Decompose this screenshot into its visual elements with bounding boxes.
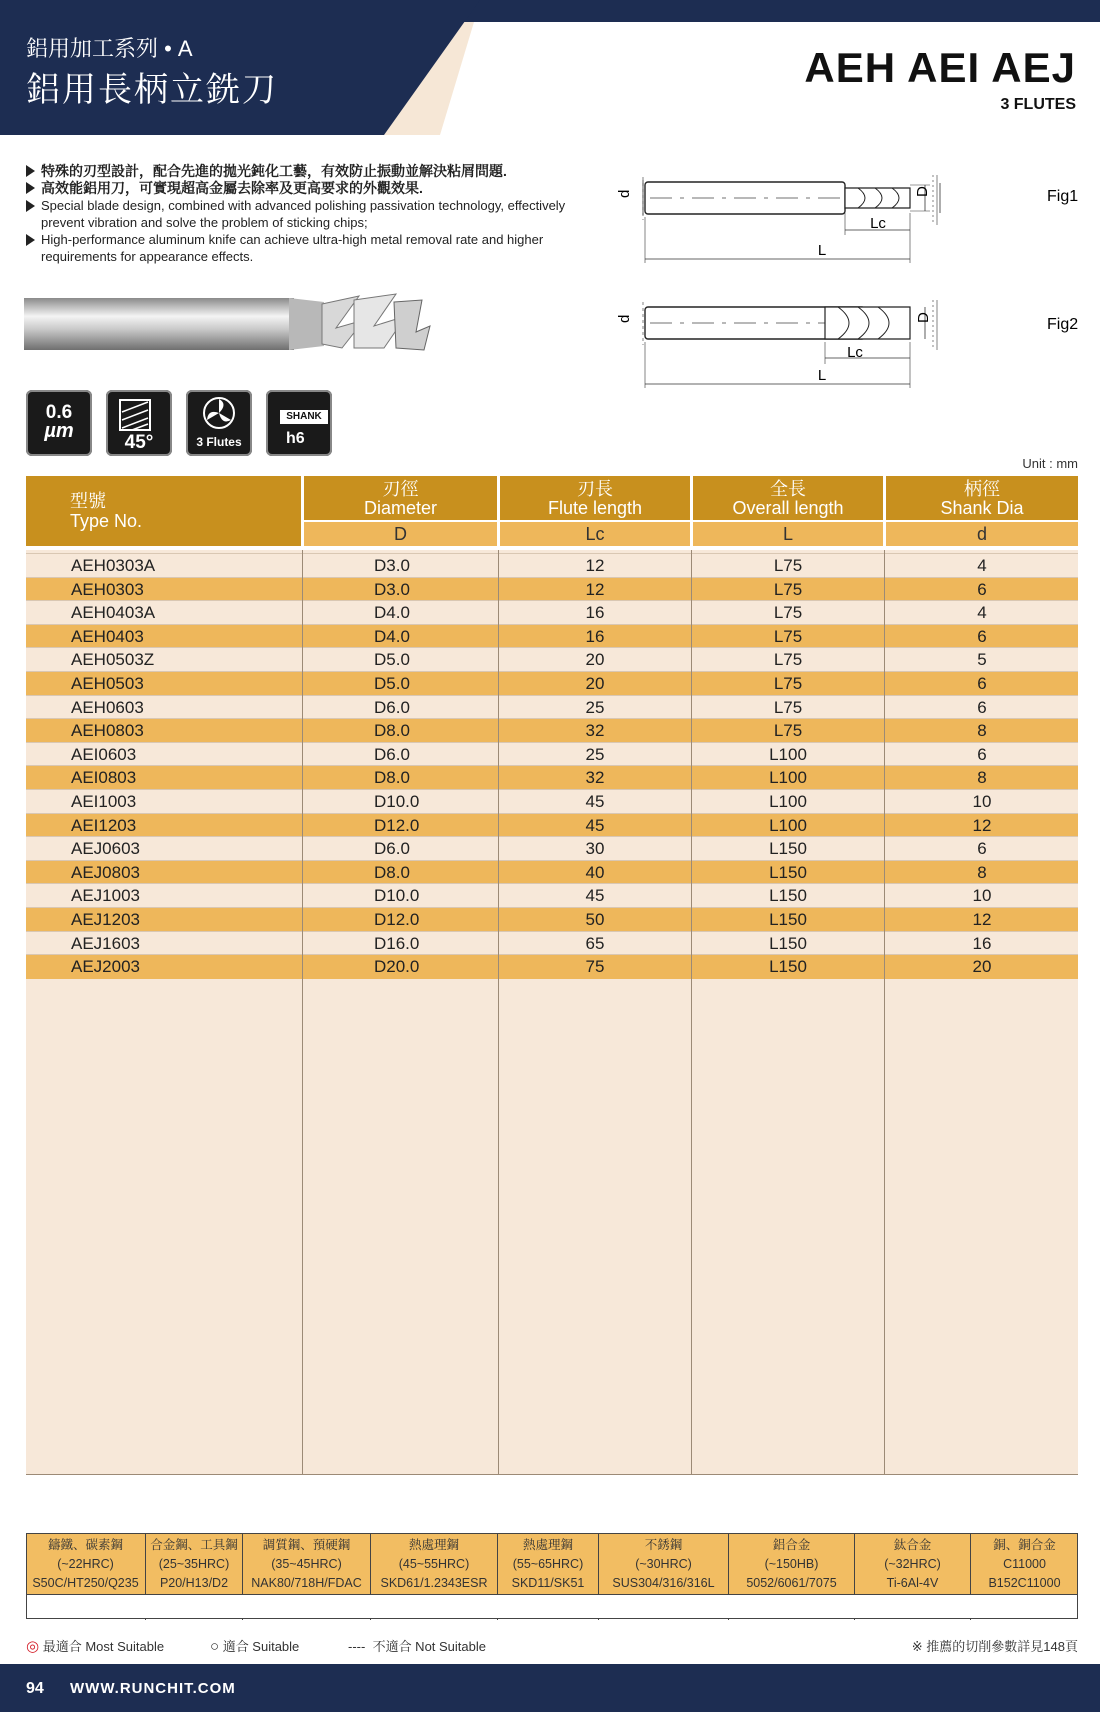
material-hard: (~30HRC) [635,1557,692,1571]
table-row [26,553,1078,578]
type-no-cell: AEI0603 [71,744,137,764]
overall-length-cell: L100 [769,792,807,811]
bullet-arrow-icon [26,200,35,212]
material-name: 熱處理鋼 [522,1538,573,1552]
diameter-cell: D8.0 [374,862,410,882]
header-flute-length: 刃長 Flute length [500,476,690,520]
overall-length-cell: L150 [769,886,807,906]
table-row [26,813,1078,838]
type-no-cell: AEH0403 [71,626,144,646]
dim-D-label: D [915,312,932,323]
shank-dia-cell: 8 [977,768,987,788]
column-divider [498,550,499,1475]
material-name: 鈦合金 [893,1538,932,1552]
table-row [26,860,1078,885]
material-name: 熱處理鋼 [408,1538,459,1552]
table-row [26,836,1078,861]
page-title: 鋁用長柄立銑刀 [26,71,278,109]
shank-dia-cell: 5 [977,650,987,670]
type-no-cell: AEH0603 [71,697,144,717]
page-number: 94 [26,1680,44,1697]
dim-Lc-label: Lc [870,215,886,232]
diameter-cell: D8.0 [374,721,410,741]
diameter-cell: D10.0 [374,886,420,906]
suitability-row [26,1595,1078,1619]
dim-L-label: L [817,242,827,259]
shank-dia-cell: 6 [977,744,987,764]
material-cell [242,1533,370,1595]
overall-length-cell: L100 [769,768,807,788]
overall-length-cell: L150 [769,933,807,953]
dim-D-label: D [914,186,931,197]
header-overall-length: 全長 Overall length [693,476,883,520]
material-name: 鋁合金 [772,1538,811,1552]
material-grade: B152C11000 [988,1576,1061,1590]
material-hard: (~32HRC) [884,1557,941,1571]
material-hard: (~22HRC) [57,1557,114,1571]
model-codes: AEH AEI AEJ [804,44,1076,91]
type-no-cell: AEH0503 [71,674,144,693]
shank-dia-cell: 12 [972,815,992,835]
table-row [26,931,1078,956]
unit-label: Unit : mm [1022,456,1078,471]
overall-length-cell: L100 [769,744,807,764]
double-circle-icon: ◎ [26,1638,40,1655]
flute-length-cell: 25 [585,697,605,717]
diameter-cell: D16.0 [374,933,420,953]
material-name: 不銹鋼 [644,1538,683,1552]
series-label: 鋁用加工系列 • A [26,36,193,61]
diameter-cell: D6.0 [374,697,410,717]
type-no-cell: AEJ2003 [71,957,140,977]
diameter-cell: D6.0 [374,744,410,764]
flute-length-cell: 25 [585,744,605,764]
legend-most-suitable: ◎ 最適合 Most Suitable [26,1638,165,1655]
overall-length-cell: L75 [773,697,803,717]
roughness-icon: 0.6 µm [26,390,92,456]
diameter-cell: D8.0 [374,768,410,788]
overall-length-cell: L75 [773,603,803,623]
column-divider [884,550,885,1475]
overall-length-cell: L100 [769,815,807,835]
table-row [26,577,1078,602]
diameter-cell: D20.0 [374,957,420,977]
shank-dia-cell: 10 [972,886,992,906]
material-cell [728,1533,854,1595]
material-cell [145,1533,242,1595]
material-grade: 5052/6061/7075 [746,1576,837,1590]
circle-icon: ○ [210,1638,220,1655]
material-grade: SKD61/1.2343ESR [380,1576,488,1590]
diameter-cell: D12.0 [374,815,420,835]
diameter-cell: D3.0 [374,579,410,599]
type-no-cell: AEH0403A [71,603,156,623]
flutes-icon: 3 Flutes [186,390,252,456]
flute-length-cell: 45 [585,792,605,811]
helix-angle-icon: 45° [106,390,172,456]
overall-length-cell: L150 [769,957,807,977]
shank-dia-cell: 8 [977,721,987,741]
table-row [26,883,1078,908]
overall-length-cell: L75 [773,721,803,741]
material-hard: (~150HB) [764,1557,819,1571]
diameter-cell: D4.0 [374,626,410,646]
material-cell [970,1533,1078,1595]
material-hard: (25~35HRC) [158,1557,230,1571]
shank-dia-cell: 6 [977,674,987,693]
shank-dia-cell: 6 [977,839,987,859]
material-cell [497,1533,598,1595]
diameter-cell: D3.0 [374,556,410,575]
overall-length-cell: L75 [773,650,803,670]
material-grade: Ti-6Al-4V [886,1576,939,1590]
overall-length-cell: L75 [773,556,803,575]
material-cell [854,1533,970,1595]
material-name: 合金鋼、工具鋼 [150,1538,238,1552]
column-divider [302,550,303,1475]
dim-d-label: d [616,314,633,323]
column-divider [691,550,692,1475]
material-grade: SUS304/316/316L [612,1576,715,1590]
table-row [26,600,1078,625]
type-no-cell: AEJ0603 [71,839,140,859]
legend-suitable: ○ 適合 Suitable [210,1638,300,1655]
overall-length-cell: L75 [773,579,803,599]
end-mill-photo [24,292,434,364]
header-sym-L: L [693,522,883,546]
bullet-arrow-icon [26,165,35,177]
diameter-cell: D6.0 [374,839,410,859]
type-no-cell: AEH0803 [71,721,144,741]
overall-length-cell: L150 [769,910,807,929]
type-no-cell: AEH0303A [71,556,156,575]
flute-length-cell: 16 [585,626,605,646]
type-no-cell: AEJ0803 [71,862,140,882]
fig2-label: Fig2 [1047,316,1079,333]
feature-item: Special blade design, combined with advanced polishing passivation technology, effectively prevent vibration and solve the problem of sticking chips; [26,197,566,231]
header-shank-dia: 柄徑 Shank Dia [886,476,1078,520]
feature-item: 高效能鋁用刀，可實現超高金屬去除率及更高要求的外觀效果. [26,180,566,197]
diameter-cell: D5.0 [374,674,410,693]
type-no-cell: AEI1003 [71,792,137,811]
flute-length-cell: 75 [585,957,605,977]
type-no-cell: AEJ1603 [71,933,140,953]
type-no-cell: AEH0303 [71,579,144,599]
feature-item: High-performance aluminum knife can achieve ultra-high metal removal rate and higher requirements for appearance effects. [26,231,566,265]
website-link[interactable]: WWW.RUNCHIT.COM [70,1680,236,1697]
dim-L-label: L [817,367,827,384]
bullet-arrow-icon [26,234,35,246]
material-name: 調質鋼、預硬鋼 [262,1538,351,1552]
table-row [26,765,1078,790]
table-row [26,907,1078,932]
header-sym-D: D [304,522,497,546]
flute-length-cell: 65 [585,933,605,953]
flute-length-cell: 45 [585,815,605,835]
table-bottom-border [26,1474,1078,1475]
material-grade: P20/H13/D2 [159,1576,229,1590]
material-name: 鑄鐵、碳素鋼 [47,1538,123,1552]
shank-dia-cell: 12 [972,910,992,929]
dim-Lc-label: Lc [847,344,863,361]
overall-length-cell: L75 [773,626,803,646]
type-no-cell: AEH0503Z [71,650,155,670]
legend-note: ※ 推薦的切削參數詳見148頁 [911,1639,1078,1654]
flute-length-cell: 40 [585,862,605,882]
material-grade: S50C/HT250/Q235 [32,1576,139,1590]
material-hard: (45~55HRC) [398,1557,470,1571]
material-grade: NAK80/718H/FDAC [251,1576,362,1590]
type-no-cell: AEI0803 [71,768,137,788]
material-hard: (35~45HRC) [271,1557,342,1571]
shank-tolerance-icon: SHANK h6 [266,390,332,456]
table-row [26,789,1078,814]
flute-length-cell: 32 [585,721,605,741]
flute-length-cell: 20 [585,674,605,693]
diagram-fig1 [610,175,1090,270]
table-row [26,742,1078,767]
fig1-label: Fig1 [1047,188,1079,205]
material-cell [598,1533,728,1595]
overall-length-cell: L75 [773,674,803,693]
table-row [26,647,1078,672]
flute-length-cell: 20 [585,650,605,670]
header-sym-d: d [886,522,1078,546]
flute-length-cell: 12 [585,556,605,575]
table-row [26,624,1078,649]
flute-length-cell: 16 [585,603,605,623]
type-no-cell: AEJ1003 [71,886,140,906]
material-cell [26,1533,145,1595]
table-row [26,695,1078,720]
legend-not-suitable: ---- 不適合 Not Suitable [348,1639,486,1654]
shank-dia-cell: 8 [977,862,987,882]
feature-list [26,163,566,265]
material-name: 銅、銅合金 [993,1538,1056,1552]
shank-dia-cell: 6 [977,579,987,599]
diameter-cell: D4.0 [374,603,410,623]
material-cell [370,1533,497,1595]
dim-d-label: d [616,189,633,198]
table-row [26,954,1078,979]
flute-length-cell: 30 [585,839,605,859]
bullet-arrow-icon [26,182,35,194]
header-sym-Lc: Lc [500,522,690,546]
table-row [26,718,1078,743]
diameter-cell: D10.0 [374,792,420,811]
flutes-label: 3 FLUTES [1000,96,1076,113]
feature-item: 特殊的刃型設計，配合先進的拋光鈍化工藝，有效防止振動並解決粘屑問題. [26,163,566,180]
material-hard: (55~65HRC) [512,1557,584,1571]
diameter-cell: D5.0 [374,650,410,670]
shank-dia-cell: 16 [972,933,992,953]
flute-length-cell: 50 [585,910,605,929]
shank-dia-cell: 6 [977,697,987,717]
shank-dia-cell: 4 [977,556,987,575]
overall-length-cell: L150 [769,862,807,882]
shank-dia-cell: 10 [972,792,992,811]
flute-length-cell: 32 [585,768,605,788]
diagram-fig2 [610,300,1090,395]
flute-length-cell: 12 [585,579,605,599]
shank-dia-cell: 20 [972,957,992,977]
flute-length-cell: 45 [585,886,605,906]
table-row [26,671,1078,696]
type-no-cell: AEJ1203 [71,910,140,929]
overall-length-cell: L150 [769,839,807,859]
shank-dia-cell: 6 [977,626,987,646]
header-type-no: 型號 Type No. [26,476,301,546]
header-diameter: 刃徑 Diameter [304,476,497,520]
material-hard: C11000 [1003,1557,1046,1571]
shank-dia-cell: 4 [977,603,987,623]
type-no-cell: AEI1203 [71,815,137,835]
material-grade: SKD11/SK51 [511,1576,585,1590]
diameter-cell: D12.0 [374,910,420,929]
